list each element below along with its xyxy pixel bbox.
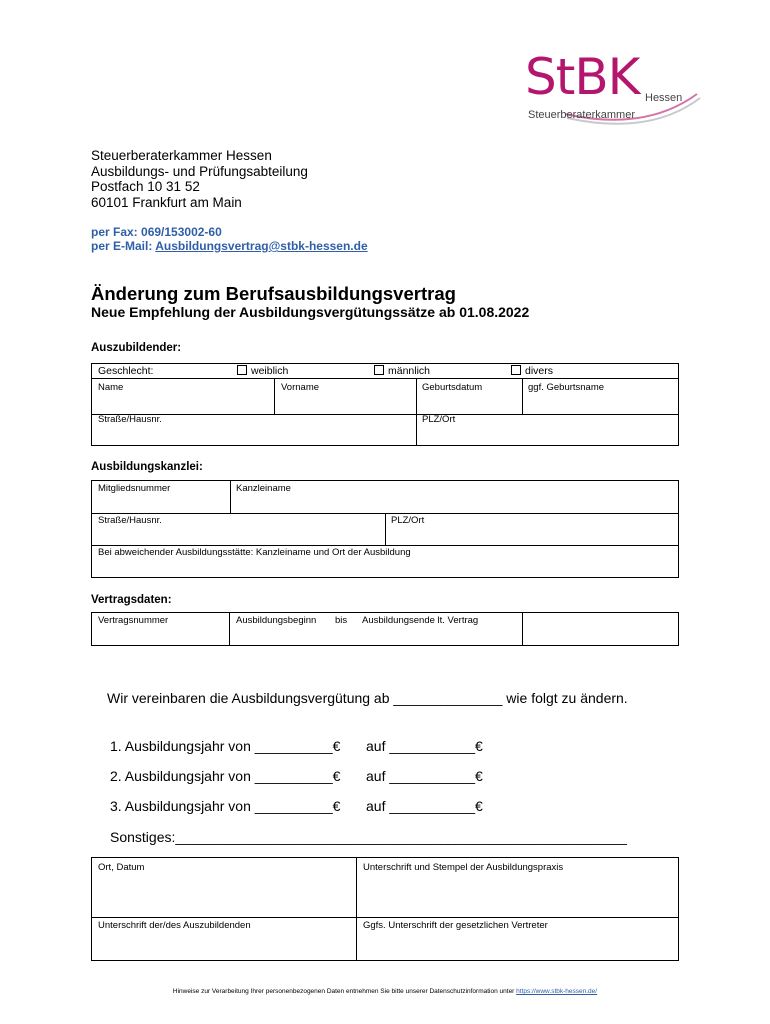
field-plz-ort[interactable]: PLZ/Ort: [422, 414, 456, 425]
footer-link[interactable]: https://www.stbk-hessen.de/: [516, 988, 598, 995]
recipient-address: [91, 148, 308, 210]
checkbox-icon[interactable]: [374, 365, 384, 375]
address-line: Ausbildungs- und Prüfungsabteilung: [91, 163, 308, 179]
privacy-footer: [0, 988, 770, 995]
field-unterschrift-azubi[interactable]: Unterschrift der/des Auszubildenden: [98, 920, 251, 931]
section-heading-azubi: Auszubildender:: [91, 342, 182, 354]
divider: [92, 917, 678, 918]
field-geburtsname[interactable]: ggf. Geburtsname: [528, 382, 605, 393]
field-ausbildungsbeginn[interactable]: Ausbildungsbeginn: [236, 615, 317, 626]
field-geburtsdatum[interactable]: Geburtsdatum: [422, 382, 483, 393]
label-bis: bis: [335, 615, 348, 626]
year-1-to[interactable]: auf ___________€: [366, 738, 483, 754]
gender-option-maennlich[interactable]: männlich: [374, 365, 430, 377]
contact-info: [91, 225, 368, 253]
divider: [356, 858, 357, 960]
year-3-from[interactable]: 3. Ausbildungsjahr von __________€: [110, 798, 341, 814]
logo-region: Hessen: [645, 92, 683, 104]
address-line: Postfach 10 31 52: [91, 179, 200, 194]
divider: [522, 613, 523, 645]
logo-main: StBK: [525, 48, 640, 106]
field-mitgliedsnummer[interactable]: Mitgliedsnummer: [98, 483, 171, 494]
divider: [522, 378, 523, 414]
divider: [92, 378, 678, 379]
field-unterschrift-praxis[interactable]: Unterschrift und Stempel der Ausbildungspraxis: [363, 862, 564, 873]
year-2-to[interactable]: auf ___________€: [366, 768, 483, 784]
divider: [230, 481, 231, 513]
document-subtitle: Neue Empfehlung der Ausbildungsvergütungssätze ab 01.08.2022: [91, 304, 530, 320]
field-abweichende-ausbildungsstaette[interactable]: Bei abweichender Ausbildungsstätte: Kanzleiname und Ort der Ausbildung: [98, 547, 411, 558]
year-2-from[interactable]: 2. Ausbildungsjahr von __________€: [110, 768, 341, 784]
field-kanzleiname[interactable]: Kanzleiname: [236, 483, 291, 494]
divider: [92, 545, 678, 546]
address-line: Steuerberaterkammer Hessen: [91, 148, 272, 163]
vertrag-table: [91, 612, 679, 646]
gender-option-divers[interactable]: divers: [511, 365, 553, 377]
email-prefix: per E-Mail:: [91, 239, 156, 253]
field-vorname[interactable]: Vorname: [281, 382, 320, 393]
section-heading-kanzlei: Ausbildungskanzlei:: [91, 461, 203, 473]
signature-table: [91, 857, 679, 961]
address-line: 60101 Frankfurt am Main: [91, 194, 242, 210]
stbk-logo: [525, 48, 705, 132]
kanzlei-table: [91, 480, 679, 578]
divider: [92, 414, 678, 415]
footer-text: Hinweise zur Verarbeitung Ihrer personenbezogenen Daten entnehmen Sie bitte unserer Datenschutzinformation unter: [172, 988, 517, 995]
field-kanzlei-strasse[interactable]: Straße/Hausnr.: [98, 515, 162, 526]
field-ort-datum[interactable]: Ort, Datum: [98, 862, 145, 873]
gender-label: Geschlecht:: [98, 365, 154, 377]
document-title: Änderung zum Berufsausbildungsvertrag: [91, 283, 456, 304]
field-kanzlei-plz[interactable]: PLZ/Ort: [391, 515, 425, 526]
field-vertragsnummer[interactable]: Vertragsnummer: [98, 615, 169, 626]
azubi-table: [91, 363, 679, 446]
sonstiges-field[interactable]: Sonstiges:__________________________________________________________: [110, 829, 627, 845]
year-1-from[interactable]: 1. Ausbildungsjahr von __________€: [110, 738, 341, 754]
gender-option-weiblich[interactable]: weiblich: [237, 365, 288, 377]
checkbox-icon[interactable]: [237, 365, 247, 375]
section-heading-vertrag: Vertragsdaten:: [91, 594, 172, 606]
fax-number: per Fax: 069/153002-60: [91, 225, 222, 239]
checkbox-icon[interactable]: [511, 365, 521, 375]
email-line: [91, 239, 368, 253]
email-link[interactable]: Ausbildungsvertrag@stbk-hessen.de: [155, 239, 368, 253]
statement-text: Wir vereinbaren die Ausbildungsvergütung ab ______________ wie folgt zu ändern.: [107, 690, 628, 706]
field-unterschrift-vertreter[interactable]: Ggfs. Unterschrift der gesetzlichen Vertreter: [363, 920, 548, 931]
divider: [274, 378, 275, 414]
divider: [416, 378, 417, 445]
year-3-to[interactable]: auf ___________€: [366, 798, 483, 814]
field-name[interactable]: Name: [98, 382, 124, 393]
divider: [229, 613, 230, 645]
field-ausbildungsende[interactable]: Ausbildungsende lt. Vertrag: [362, 615, 479, 626]
field-strasse[interactable]: Straße/Hausnr.: [98, 414, 162, 425]
logo-subtitle: Steuerberaterkammer: [528, 109, 635, 121]
divider: [385, 513, 386, 545]
